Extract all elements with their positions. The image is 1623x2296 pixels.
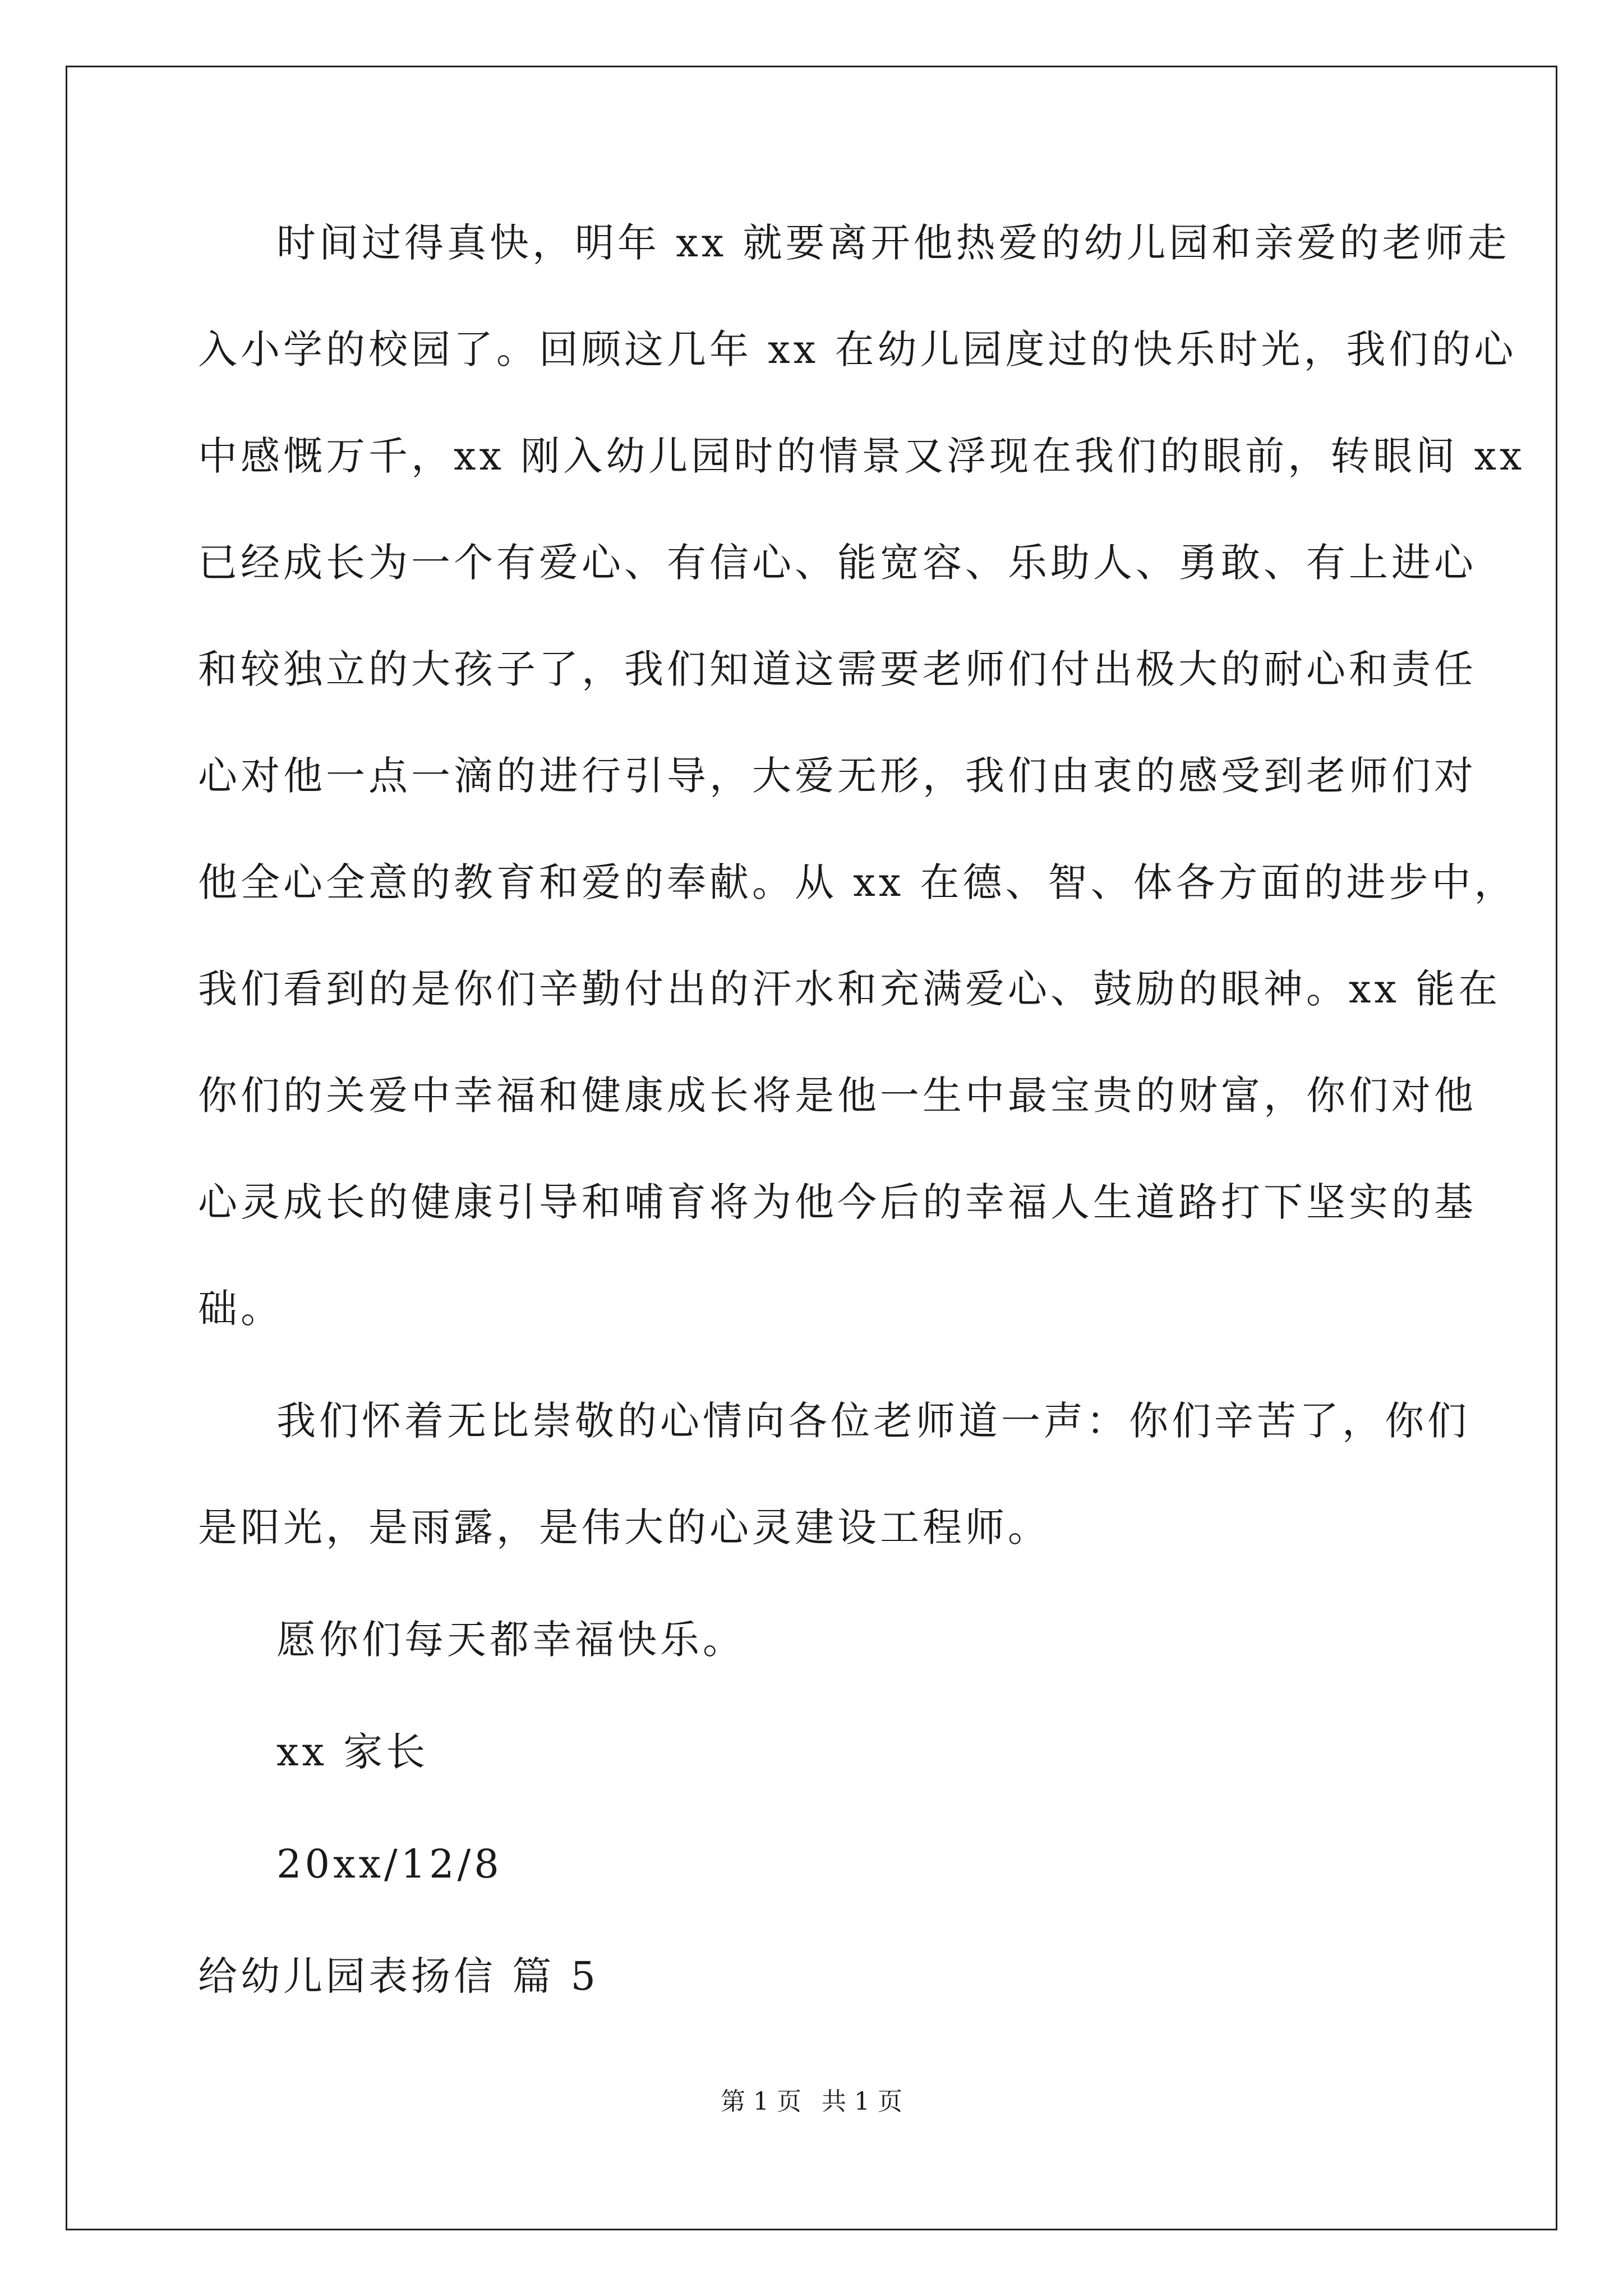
paragraph-1-line-3: 中感慨万千，xx 刚入幼儿园时的情景又浮现在我们的眼前，转眼间 xx (198, 433, 1525, 479)
paragraph-1-line-4: 已经成长为一个有爱心、有信心、能宽容、乐助人、勇敢、有上进心 (198, 540, 1477, 586)
date-line: 20xx/12/8 (276, 1841, 502, 1887)
paragraph-1-line-10: 心灵成长的健康引导和哺育将为他今后的幸福人生道路打下坚实的基 (198, 1179, 1477, 1225)
paragraph-1-line-9: 你们的关爱中幸福和健康成长将是他一生中最宝贵的财富，你们对他 (198, 1073, 1477, 1119)
paragraph-2-line-2: 是阳光，是雨露，是伟大的心灵建设工程师。 (198, 1504, 1050, 1550)
paragraph-1-line-6: 心对他一点一滴的进行引导，大爱无形，我们由衷的感受到老师们对 (198, 753, 1477, 799)
page-total: 共 1 页 (822, 2087, 902, 2116)
wish-line: 愿你们每天都幸福快乐。 (276, 1617, 745, 1663)
paragraph-1-line-5: 和较独立的大孩子了，我们知道这需要老师们付出极大的耐心和责任 (198, 646, 1477, 692)
paragraph-1-line-1: 时间过得真快，明年 xx 就要离开他热爱的幼儿园和亲爱的老师走 (276, 220, 1510, 266)
page-footer (0, 2085, 1623, 2119)
paragraph-1-line-11: 础。 (198, 1286, 283, 1332)
paragraph-1-line-8: 我们看到的是你们辛勤付出的汗水和充满爱心、鼓励的眼神。xx 能在 (198, 966, 1501, 1012)
paragraph-1-line-7: 他全心全意的教育和爱的奉献。从 xx 在德、智、体各方面的进步中， (198, 859, 1517, 905)
paragraph-1-line-2: 入小学的校园了。回顾这几年 xx 在幼儿园度过的快乐时光，我们的心 (198, 326, 1517, 372)
page-border (66, 66, 1557, 2230)
section-heading: 给幼儿园表扬信 篇 5 (198, 1953, 600, 1999)
signature-line: xx 家长 (276, 1729, 429, 1775)
page-number: 第 1 页 (721, 2087, 801, 2116)
paragraph-2-line-1: 我们怀着无比崇敬的心情向各位老师道一声：你们辛苦了，你们 (276, 1398, 1470, 1444)
